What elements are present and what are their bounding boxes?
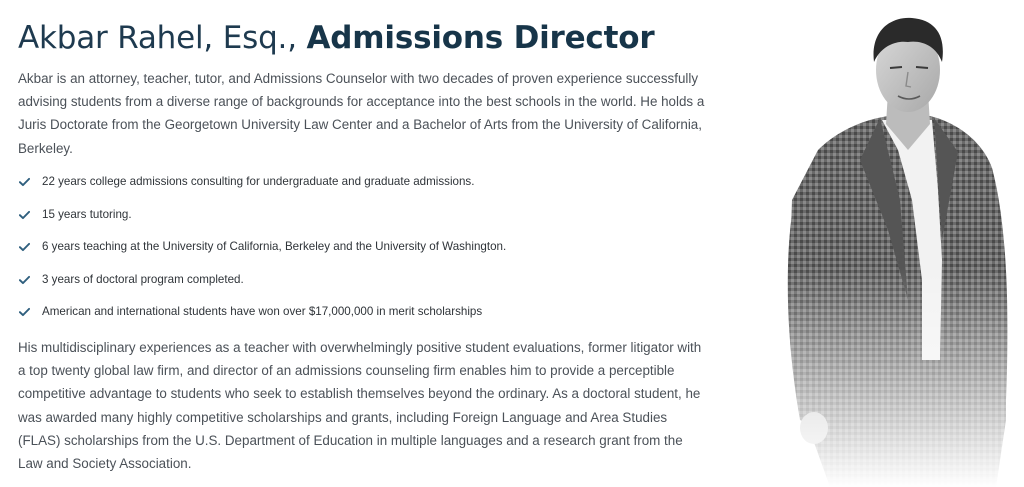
list-item (18, 172, 618, 205)
list-item-text: 22 years college admissions consulting for undergraduate and graduate admissions. (42, 175, 475, 188)
list-item-text: American and international students have won over $17,000,000 in merit scholarships (42, 305, 483, 319)
list-item-text: 3 years of doctoral program completed. (42, 272, 244, 286)
list-item (18, 302, 618, 335)
outro-paragraph: His multidisciplinary experiences as a teacher with overwhelmingly positive student evaluations, former litigator with a top twenty global law firm, and director of an admissions counseling firm enables him to provide a perceptible competitive advantage to students who seek to establish themselves beyond the ordinary. As a doctoral student, he was awarded many highly competitive scholarships and grants, including Foreign Language and Area Studies (FLAS) scholarships from the U.S. Department of Education in multiple languages and a research grant from the Law and Society Association. (18, 340, 702, 472)
list-item-text: 6 years teaching at the University of California, Berkeley and the University of Washington. (42, 240, 507, 254)
list-item (18, 205, 618, 238)
list-item (18, 237, 618, 270)
person-portrait (770, 0, 1024, 487)
highlights-list (18, 172, 618, 335)
person-role: Admissions Director (306, 20, 655, 56)
check-icon (19, 275, 30, 285)
check-icon (19, 210, 30, 220)
check-icon (19, 242, 30, 252)
check-icon (19, 307, 30, 317)
intro-paragraph: Akbar is an attorney, teacher, tutor, and Admissions Counselor with two decades of proven experience successfully advising students from a diverse range of backgrounds for acceptance into the best schools in the world. He holds a Juris Doctorate from the Georgetown University Law Center and a Bachelor of Arts from the University of California, Berkeley. (18, 71, 705, 156)
list-item-text: 15 years tutoring. (42, 207, 132, 221)
page-title (18, 18, 654, 58)
person-name: Akbar Rahel, Esq., (18, 20, 297, 56)
check-icon (19, 177, 30, 187)
list-item (18, 270, 618, 303)
